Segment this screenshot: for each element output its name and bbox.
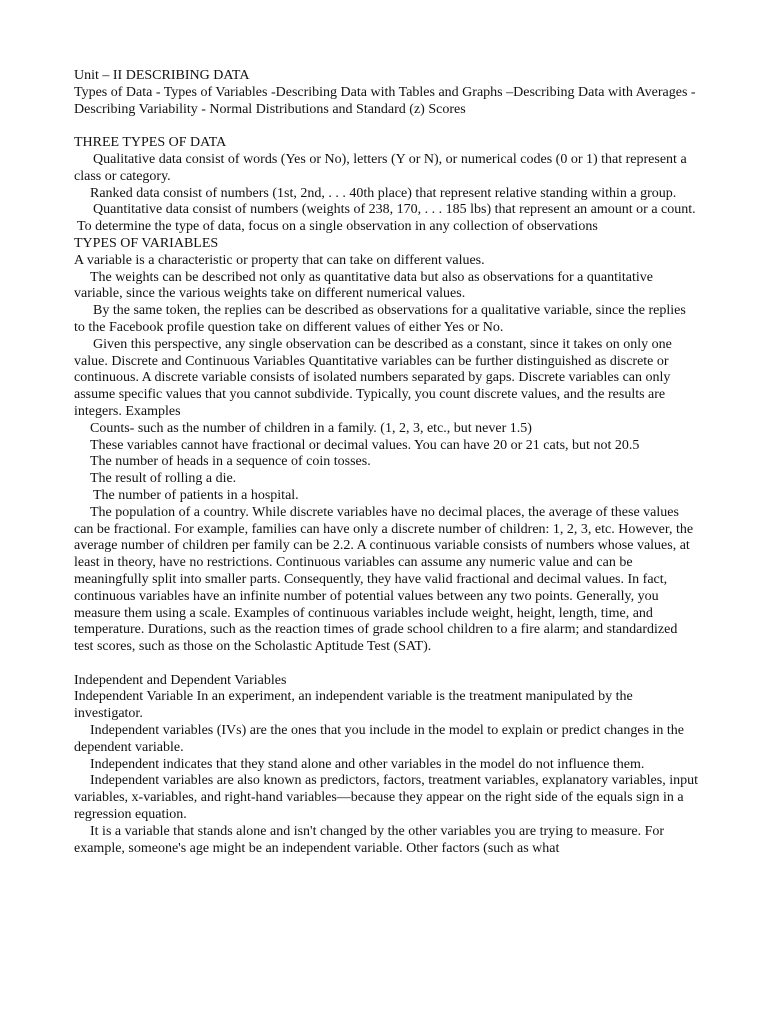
paragraph: Ranked data consist of numbers (1st, 2nd, . . . 40th place) that represent relative standing within a group. bbox=[90, 185, 677, 201]
paragraph: The weights can be described not only as quantitative data but also as observations for a quantitative variable, since the various weights take on different numerical values. bbox=[74, 269, 653, 302]
section-heading: Independent and Dependent Variables bbox=[74, 672, 287, 688]
paragraph: Qualitative data consist of words (Yes or No), letters (Y or N), or numerical codes (0 or 1) that represent a class or category. bbox=[74, 151, 687, 184]
section-heading: THREE TYPES OF DATA bbox=[74, 135, 227, 151]
paragraph: Given this perspective, any single observation can be described as a constant, since it takes on only one value. Discrete and Continuous Variables Quantitative variables can be further distinguished as discrete or continuous. A discrete variable consists of isolated numbers separated by gaps. Discrete variables can only assume specific values that you cannot subdivide. Typically, you count discrete values, and the results are integers. Examples bbox=[74, 336, 672, 419]
paragraph: The number of heads in a sequence of coin tosses. bbox=[90, 454, 371, 470]
paragraph: Independent indicates that they stand alone and other variables in the model do not influence them. bbox=[90, 756, 645, 772]
paragraph: By the same token, the replies can be described as observations for a qualitative variable, since the replies to the Facebook profile question take on different values of either Yes or No. bbox=[74, 303, 686, 335]
document-title: Unit – II DESCRIBING DATA bbox=[74, 68, 250, 83]
paragraph: The number of patients in a hospital. bbox=[93, 487, 299, 503]
paragraph: To determine the type of data, focus on a single observation in any collection of observations bbox=[77, 219, 598, 235]
spacer bbox=[74, 656, 699, 673]
paragraph: Independent Variable In an experiment, an independent variable is the treatment manipulated by the investigator. bbox=[74, 689, 633, 722]
paragraph: Quantitative data consist of numbers (weights of 238, 170, . . . 185 lbs) that represent an amount or a count. bbox=[93, 202, 696, 218]
spacer bbox=[74, 118, 699, 135]
paragraph: Counts- such as the number of children in a family. (1, 2, 3, etc., but never 1.5) bbox=[90, 420, 532, 436]
paragraph: The result of rolling a die. bbox=[90, 471, 237, 487]
paragraph: It is a variable that stands alone and isn't changed by the other variables you are trying to measure. For example, someone's age might be an independent variable. Other factors (such as what bbox=[74, 823, 665, 856]
paragraph: The population of a country. While discrete variables have no decimal places, the average of these values can be fractional. For example, families can have only a discrete number of children: 1, 2, 3, etc. However, the average number of children per family can be 2.2. A continuous variable consists of numbers whose values, at least in theory, have no restrictions. Continuous variables can assume any numeric value and can be meaningfully split into smaller parts. Consequently, they have valid fractional and decimal values. In fact, continuous variables have an infinite number of potential values between any two points. Generally, you measure them using a scale. Examples of continuous variables include weight, height, length, time, and temperature. Durations, such as the reaction times of grade school children to a fire alarm; and standardized test scores, such as those on the Scholastic Aptitude Test (SAT). bbox=[74, 504, 694, 655]
paragraph: Independent variables are also known as predictors, factors, treatment variables, explanatory variables, input variables, x-variables, and right-hand variables—because they appear on the right side of the equals sign in a regression equation. bbox=[74, 773, 698, 823]
paragraph: These variables cannot have fractional or decimal values. You can have 20 or 21 cats, but not 20.5 bbox=[90, 437, 640, 453]
paragraph: Independent variables (IVs) are the ones that you include in the model to explain or predict changes in the dependent variable. bbox=[74, 723, 685, 755]
section-heading: TYPES OF VARIABLES bbox=[74, 235, 219, 251]
document-page bbox=[74, 68, 699, 857]
document-subtitle: Types of Data - Types of Variables -Describing Data with Tables and Graphs –Describing Data with Averages - Describing Variability - Normal Distributions and Standard (z) Scores bbox=[74, 84, 696, 117]
paragraph: A variable is a characteristic or property that can take on different values. bbox=[74, 252, 485, 268]
